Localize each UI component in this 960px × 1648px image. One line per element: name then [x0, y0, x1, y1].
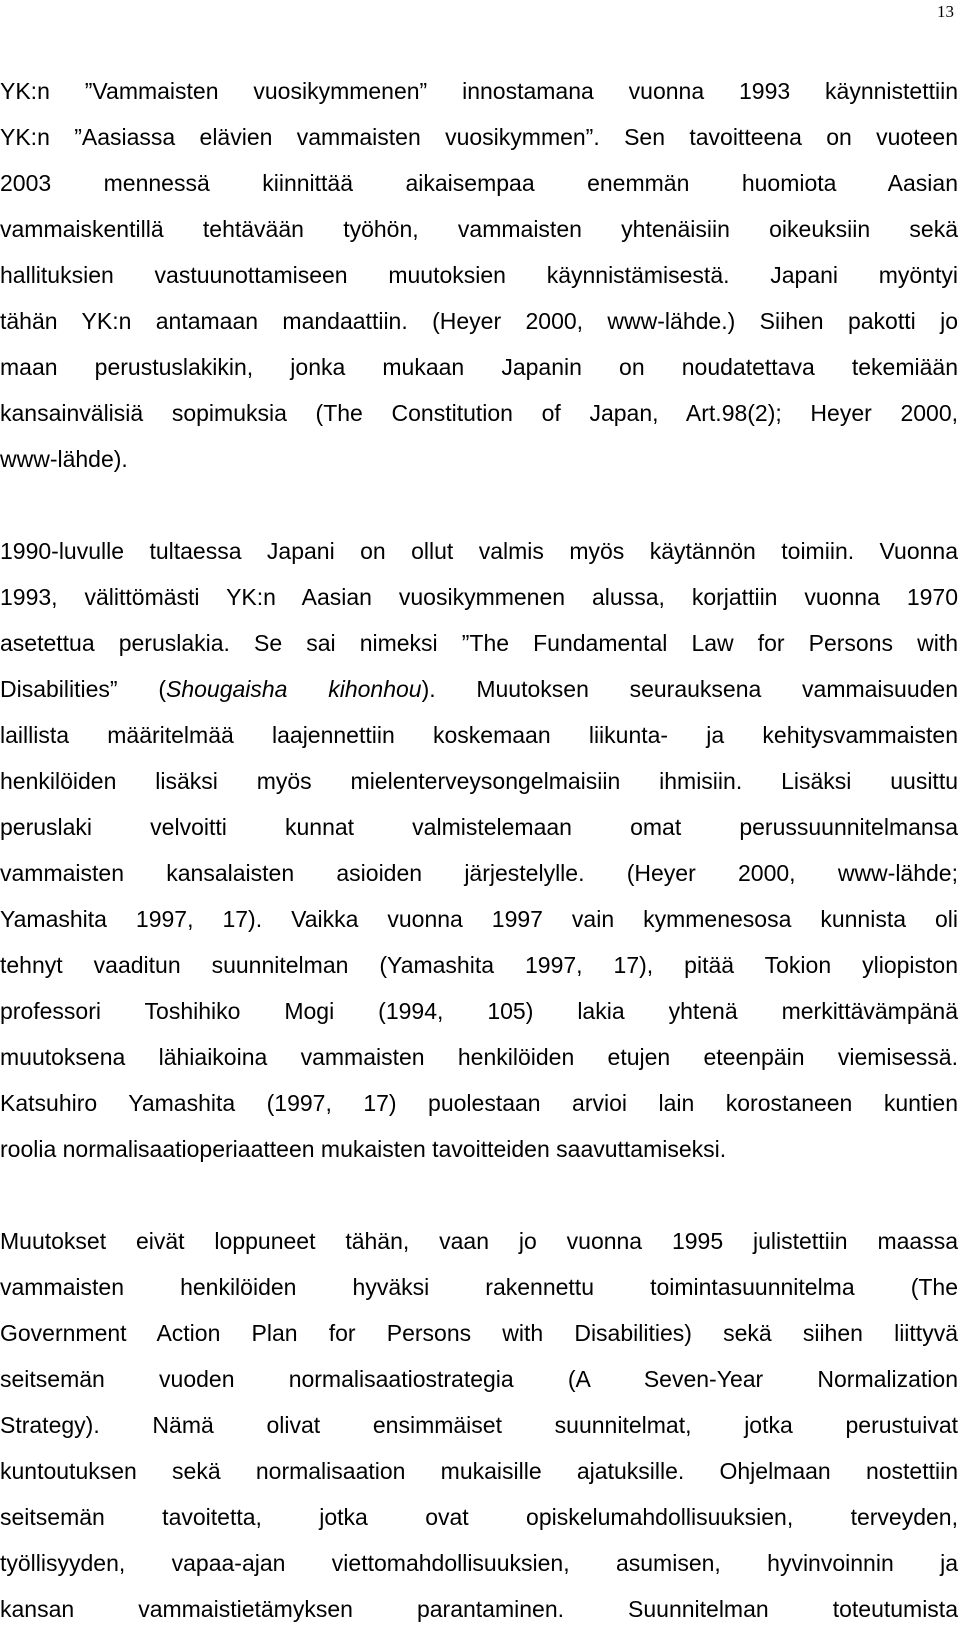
paragraph [0, 68, 960, 482]
text-line: 1993, välittömästi YK:n Aasian vuosikymmenen alussa, korjattiin vuonna 1970 [0, 584, 958, 610]
text-line: Katsuhiro Yamashita (1997, 17) puolestaan arvioi lain korostaneen kuntien [0, 1090, 958, 1116]
text-line: seitsemän vuoden normalisaatiostrategia (A Seven-Year Normalization [0, 1366, 958, 1392]
text-segment: Disabilities” ( [0, 676, 166, 702]
text-line: tehnyt vaaditun suunnitelman (Yamashita 1997, 17), pitää Tokion yliopiston [0, 952, 958, 978]
text-line: kuntoutuksen sekä normalisaation mukaisille ajatuksille. Ohjelmaan nostettiin [0, 1458, 958, 1484]
paragraph [0, 1218, 960, 1632]
paragraph-spacer [0, 482, 960, 528]
text-line: työllisyyden, vapaa-ajan viettomahdollisuuksien, asumisen, hyvinvoinnin ja [0, 1550, 958, 1576]
text-line: kansan vammaistietämyksen parantaminen. Suunnitelman toteutumista [0, 1596, 958, 1622]
text-line: maan perustuslakikin, jonka mukaan Japanin on noudatettava tekemiään [0, 354, 958, 380]
text-line: 2003 mennessä kiinnittää aikaisempaa enemmän huomiota Aasian [0, 170, 958, 196]
text-line: seitsemän tavoitetta, jotka ovat opiskelumahdollisuuksien, terveyden, [0, 1504, 958, 1530]
text-line: asetettua peruslakia. Se sai nimeksi ”The Fundamental Law for Persons with [0, 630, 958, 656]
text-line: Government Action Plan for Persons with Disabilities) sekä siihen liittyvä [0, 1320, 958, 1346]
text-line: tähän YK:n antamaan mandaattiin. (Heyer 2000, www-lähde.) Siihen pakotti jo [0, 308, 958, 334]
paragraph [0, 528, 960, 1172]
text-line: YK:n ”Vammaisten vuosikymmenen” innostamana vuonna 1993 käynnistettiin [0, 78, 958, 104]
text-line: roolia normalisaatioperiaatteen mukaisten tavoitteiden saavuttamiseksi. [0, 1136, 727, 1162]
text-line: Muutokset eivät loppuneet tähän, vaan jo vuonna 1995 julistettiin maassa [0, 1228, 958, 1254]
text-line: peruslaki velvoitti kunnat valmistelemaan omat perussuunnitelmansa [0, 814, 958, 840]
document-body [0, 68, 960, 1632]
text-line: professori Toshihiko Mogi (1994, 105) lakia yhtenä merkittävämpänä [0, 998, 958, 1024]
italic-term: Shougaisha kihonhou [165, 676, 422, 702]
text-line: 1990-luvulle tultaessa Japani on ollut valmis myös käytännön toimiin. Vuonna [0, 538, 958, 564]
text-line: vammaiskentillä tehtävään työhön, vammaisten yhtenäisiin oikeuksiin sekä [0, 216, 958, 242]
text-line: vammaisten henkilöiden hyväksi rakennettu toimintasuunnitelma (The [0, 1274, 958, 1300]
text-line: Strategy). Nämä olivat ensimmäiset suunnitelmat, jotka perustuivat [0, 1412, 958, 1438]
text-line: YK:n ”Aasiassa elävien vammaisten vuosikymmen”. Sen tavoitteena on vuoteen [0, 124, 958, 150]
text-line: hallituksien vastuunottamiseen muutoksien käynnistämisestä. Japani myöntyi [0, 262, 958, 288]
text-line: Yamashita 1997, 17). Vaikka vuonna 1997 vain kymmenesosa kunnista oli [0, 906, 958, 932]
text-line: www-lähde). [0, 446, 128, 472]
text-segment: ). Muutoksen seurauksena vammaisuuden [421, 676, 958, 702]
page-number: 13 [937, 2, 954, 21]
text-line [0, 666, 958, 712]
text-line: vammaisten kansalaisten asioiden järjestelylle. (Heyer 2000, www-lähde; [0, 860, 958, 886]
text-line: muutoksena lähiaikoina vammaisten henkilöiden etujen eteenpäin viemisessä. [0, 1044, 958, 1070]
text-line: kansainvälisiä sopimuksia (The Constitution of Japan, Art.98(2); Heyer 2000, [0, 400, 958, 426]
paragraph-spacer [0, 1172, 960, 1218]
text-line: henkilöiden lisäksi myös mielenterveysongelmaisiin ihmisiin. Lisäksi uusittu [0, 768, 958, 794]
text-line: laillista määritelmää laajennettiin koskemaan liikunta- ja kehitysvammaisten [0, 722, 958, 748]
